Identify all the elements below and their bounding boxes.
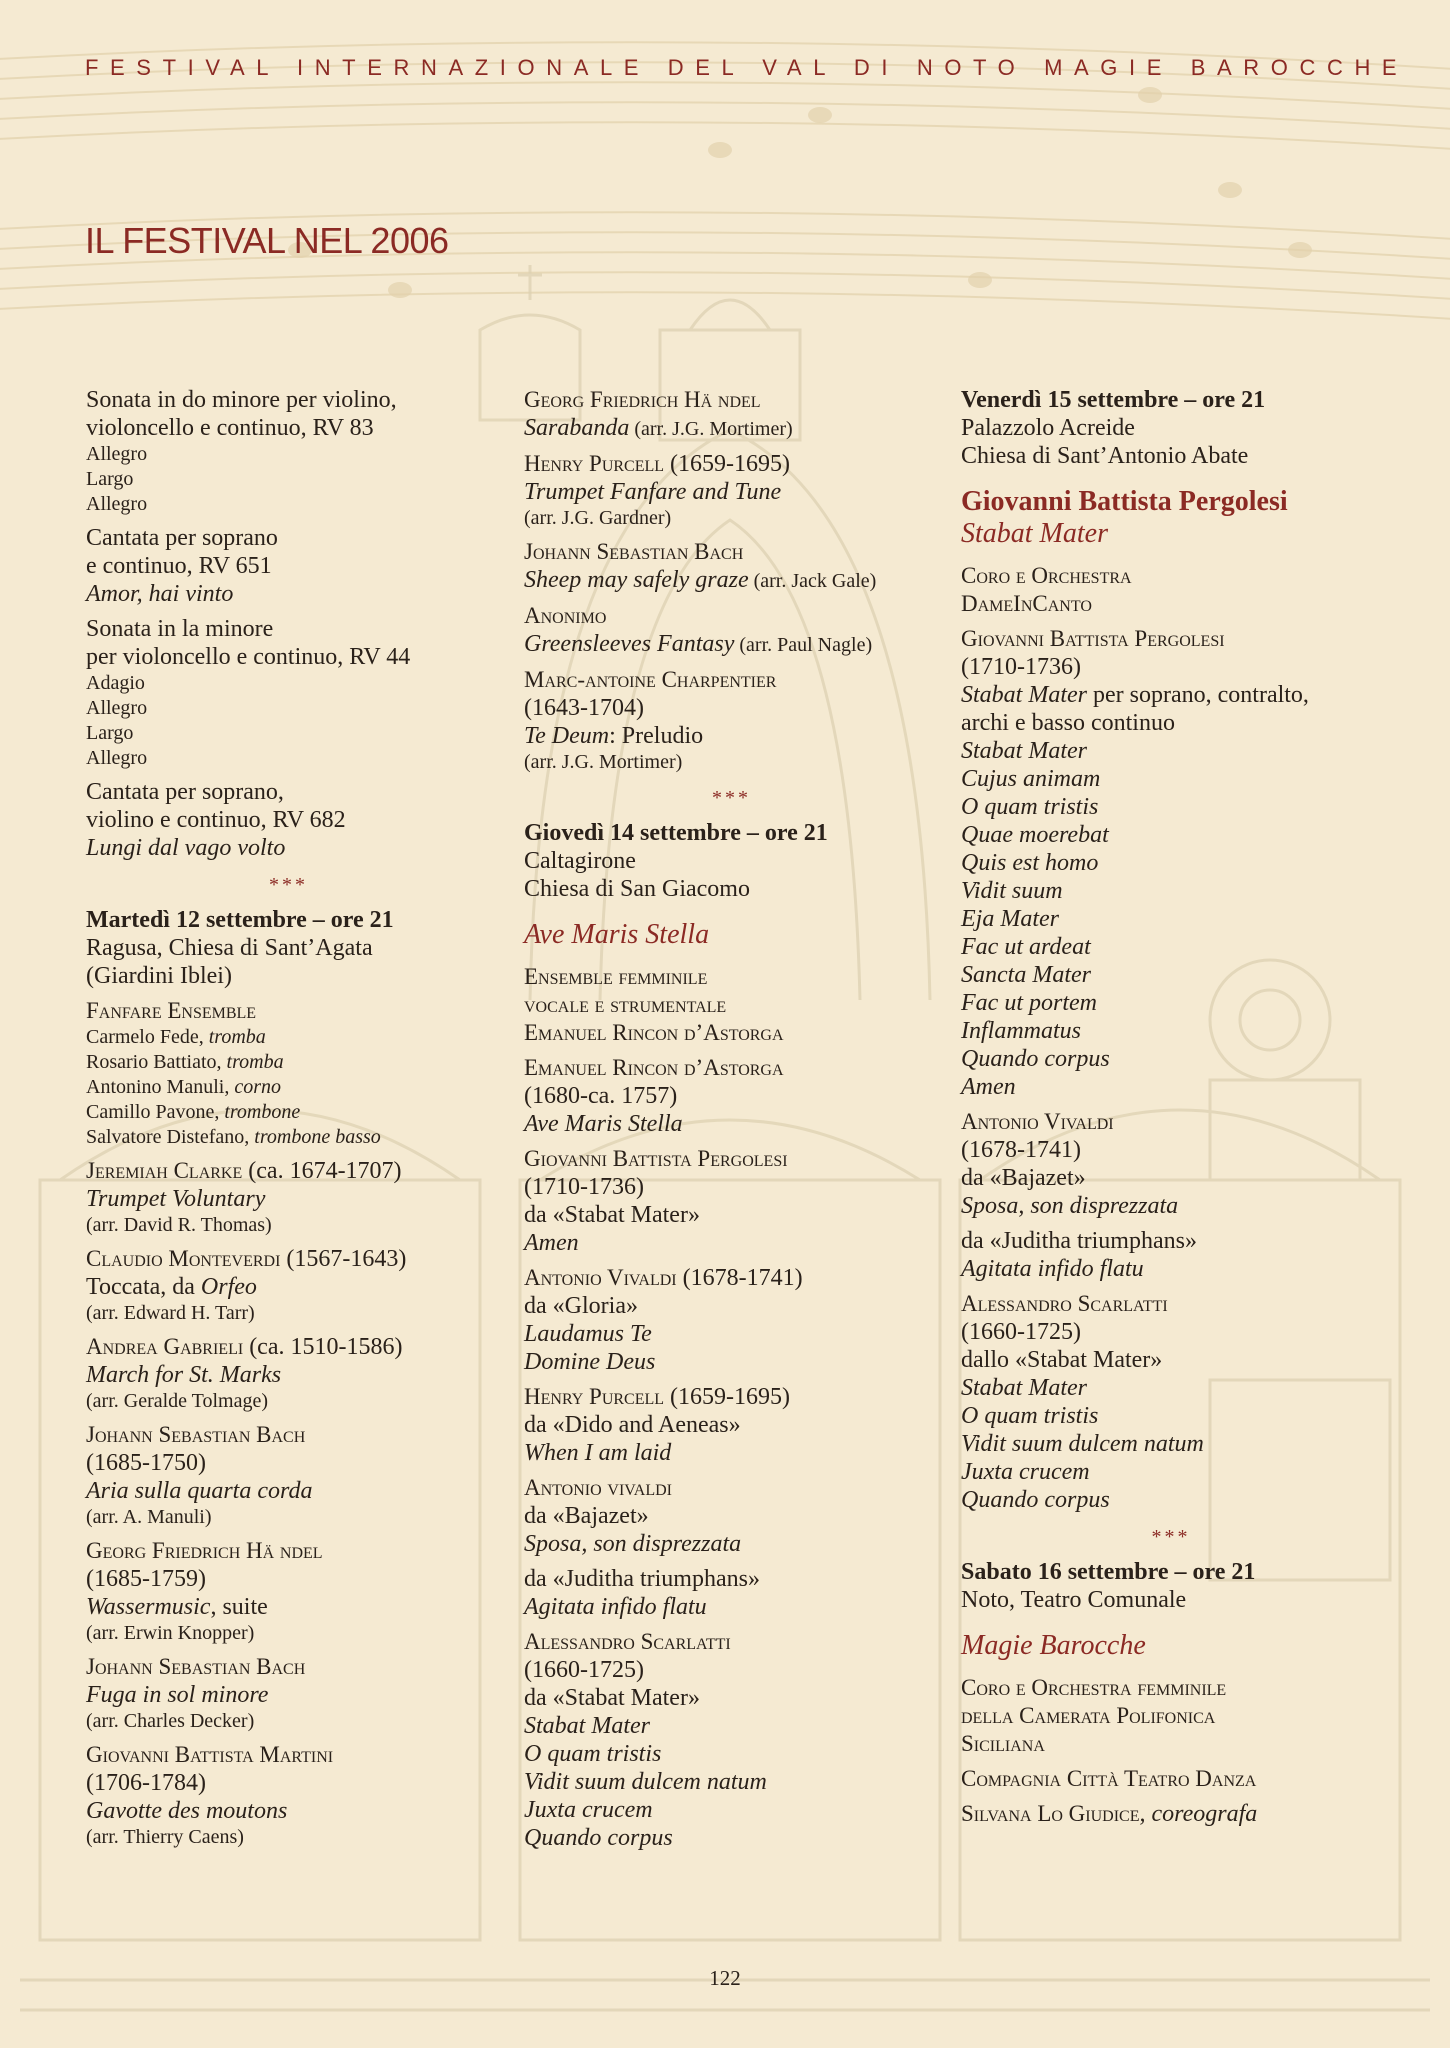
text-line: Alessandro Scarlatti (524, 1629, 731, 1654)
text-line: Giovanni Battista Martini (86, 1742, 334, 1767)
text-line: Johann Sebastian Bach (86, 1654, 306, 1679)
text-line: Allegro (86, 443, 148, 465)
text-line: violoncello e continuo, RV 83 (86, 415, 374, 441)
text-line: (arr. Geralde Tolmage) (86, 1390, 269, 1412)
program-item (961, 1227, 1381, 1283)
text-line: Vidit suum (961, 878, 1063, 904)
program-item (86, 1741, 491, 1850)
text-line: Compagnia Città Teatro Danza (961, 1766, 1257, 1791)
text-line: da «Stabat Mater» (524, 1202, 700, 1228)
text-line: da «Stabat Mater» (524, 1685, 700, 1711)
text-line: (arr. Erwin Knopper) (86, 1622, 255, 1644)
performers (961, 562, 1381, 618)
program-item (86, 1245, 491, 1326)
text-line: Ave Maris Stella (524, 919, 710, 950)
text-line: Siciliana (961, 1731, 1045, 1756)
text-line: Silvana Lo Giudice, coreografa (961, 1801, 1258, 1827)
program-item (86, 524, 491, 608)
text-line: Largo (86, 468, 134, 490)
text-line: Antonio vivaldi (524, 1475, 672, 1500)
text-line: Vidit suum dulcem natum (524, 1769, 767, 1795)
text-line: da «Bajazet» (524, 1503, 649, 1529)
text-line: (arr. Thierry Caens) (86, 1826, 244, 1848)
program-item (86, 1421, 491, 1530)
concert-header (86, 906, 491, 990)
concert-title (961, 1630, 1381, 1662)
program-item (961, 1108, 1381, 1220)
performers (524, 963, 939, 1047)
text-line: (arr. David R. Thomas) (86, 1214, 272, 1236)
concert-header (961, 1558, 1381, 1614)
program-column-2 (524, 386, 939, 1852)
program-item (86, 1157, 491, 1238)
text-line: Caltagirone (524, 848, 636, 874)
text-line: Allegro (86, 493, 148, 515)
text-line: Amen (524, 1230, 579, 1256)
concert-title (961, 486, 1381, 550)
text-line: *** (712, 787, 751, 809)
text-line: e continuo, RV 651 (86, 553, 272, 579)
concert-header (524, 819, 939, 903)
text-line: Toccata, da Orfeo (86, 1274, 257, 1300)
text-line: Sheep may safely graze (arr. Jack Gale) (524, 567, 877, 593)
text-line: (1685-1759) (86, 1566, 206, 1592)
text-line: Ensemble femminile (524, 964, 708, 989)
program-item (524, 666, 939, 775)
program-item (86, 778, 491, 862)
text-line: Fuga in sol minore (86, 1682, 269, 1708)
text-line: Marc-antoine Charpentier (524, 667, 777, 692)
text-line: Sposa, son disprezzata (961, 1193, 1179, 1219)
text-line: Agitata infido flatu (524, 1594, 707, 1620)
text-line: Stabat Mater per soprano, contralto, (961, 682, 1309, 708)
text-line: Amen (961, 1074, 1016, 1100)
text-line: Johann Sebastian Bach (524, 539, 744, 564)
text-line: Magie Barocche (961, 1630, 1146, 1661)
text-line: della Camerata Polifonica (961, 1703, 1216, 1728)
text-line: *** (269, 874, 308, 896)
text-line: Aria sulla quarta corda (86, 1478, 313, 1504)
text-line: March for St. Marks (86, 1362, 282, 1388)
text-line: (1706-1784) (86, 1770, 206, 1796)
text-line: Largo (86, 722, 134, 744)
text-line: Fac ut ardeat (961, 934, 1091, 960)
text-line: dallo «Stabat Mater» (961, 1347, 1163, 1373)
text-line: Martedì 12 settembre – ore 21 (86, 907, 394, 933)
text-line: Inflammatus (961, 1018, 1081, 1044)
text-line: Adagio (86, 672, 145, 694)
text-line: Quando corpus (524, 1825, 673, 1851)
text-line: Cujus animam (961, 766, 1101, 792)
text-line: (1710-1736) (961, 654, 1081, 680)
text-line: Salvatore Distefano, trombone basso (86, 1126, 381, 1148)
text-line: Ragusa, Chiesa di Sant’Agata (86, 935, 373, 961)
program-item (86, 1537, 491, 1646)
text-line: Georg Friedrich Hä ndel (86, 1538, 323, 1563)
text-line: (1660-1725) (961, 1319, 1081, 1345)
text-line: Henry Purcell (1659-1695) (524, 451, 791, 477)
text-line: Sonata in do minore per violino, (86, 387, 397, 413)
text-line: Quae moerebat (961, 822, 1109, 848)
text-line: Sposa, son disprezzata (524, 1531, 742, 1557)
text-line: per violoncello e continuo, RV 44 (86, 644, 411, 670)
program-item (524, 1474, 939, 1558)
program-item (961, 1800, 1381, 1828)
separator (524, 787, 939, 809)
text-line: Chiesa di San Giacomo (524, 876, 750, 902)
program-item (524, 1565, 939, 1621)
text-line: Cantata per soprano (86, 525, 278, 551)
concert-header (961, 386, 1381, 470)
text-line: Stabat Mater (961, 1375, 1087, 1401)
text-line: Quando corpus (961, 1046, 1110, 1072)
text-line: Allegro (86, 747, 148, 769)
text-line: (arr. Edward H. Tarr) (86, 1302, 255, 1324)
text-line: Vidit suum dulcem natum (961, 1431, 1204, 1457)
program-item (961, 1290, 1381, 1514)
text-line: Quando corpus (961, 1487, 1110, 1513)
separator (86, 874, 491, 896)
text-line: Coro e Orchestra (961, 563, 1132, 588)
text-line: Sancta Mater (961, 962, 1091, 988)
program-item (86, 386, 491, 517)
text-line: Antonino Manuli, corno (86, 1076, 282, 1098)
text-line: Chiesa di Sant’Antonio Abate (961, 443, 1249, 469)
text-line: Wassermusic, suite (86, 1594, 268, 1620)
text-line: Emanuel Rincon d’Astorga (524, 1055, 784, 1080)
text-line: Georg Friedrich Hä ndel (524, 387, 761, 412)
program-item (524, 1383, 939, 1467)
text-line: Sonata in la minore (86, 616, 274, 642)
text-line: Jeremiah Clarke (ca. 1674-1707) (86, 1158, 402, 1184)
text-line: (arr. Charles Decker) (86, 1710, 255, 1732)
text-line: (arr. A. Manuli) (86, 1506, 212, 1528)
text-line: When I am laid (524, 1440, 672, 1466)
text-line: Ave Maris Stella (524, 1111, 683, 1137)
text-line: Stabat Mater (961, 738, 1087, 764)
program-item (524, 1054, 939, 1138)
text-line: Emanuel Rincon d’Astorga (524, 1020, 784, 1045)
performers (86, 997, 491, 1150)
text-line: Te Deum: Preludio (524, 723, 704, 749)
text-line: Giovedì 14 settembre – ore 21 (524, 820, 828, 846)
text-line: (arr. J.G. Mortimer) (524, 751, 683, 773)
text-line: Claudio Monteverdi (1567-1643) (86, 1246, 407, 1272)
text-line: Trumpet Fanfare and Tune (524, 479, 782, 505)
performers (961, 1674, 1381, 1758)
text-line: Alessandro Scarlatti (961, 1291, 1168, 1316)
text-line: Stabat Mater (524, 1713, 650, 1739)
text-line: DameInCanto (961, 591, 1092, 616)
text-line: Trumpet Voluntary (86, 1186, 266, 1212)
text-line: (Giardini Iblei) (86, 963, 232, 989)
text-line: Quis est homo (961, 850, 1099, 876)
text-line: Noto, Teatro Comunale (961, 1587, 1187, 1613)
text-line: (1680-ca. 1757) (524, 1083, 678, 1109)
text-line: Greensleeves Fantasy (arr. Paul Nagle) (524, 631, 873, 657)
program-column-1 (86, 386, 491, 1850)
program-item (524, 602, 939, 659)
text-line: (1685-1750) (86, 1450, 206, 1476)
text-line: Andrea Gabrieli (ca. 1510-1586) (86, 1334, 403, 1360)
text-line: O quam tristis (961, 794, 1099, 820)
page-title: IL FESTIVAL NEL 2006 (85, 220, 449, 261)
program-item (524, 1145, 939, 1257)
text-line: Johann Sebastian Bach (86, 1422, 306, 1447)
text-line: da «Gloria» (524, 1293, 638, 1319)
text-line: Henry Purcell (1659-1695) (524, 1384, 791, 1410)
text-line: O quam tristis (524, 1741, 662, 1767)
text-line: Domine Deus (524, 1349, 656, 1375)
text-line: da «Juditha triumphans» (961, 1228, 1197, 1254)
text-line: (1678-1741) (961, 1137, 1081, 1163)
text-line: da «Dido and Aeneas» (524, 1412, 741, 1438)
text-line: Allegro (86, 697, 148, 719)
text-line: Sarabanda (arr. J.G. Mortimer) (524, 415, 793, 441)
text-line: (1643-1704) (524, 695, 644, 721)
text-line: Giovanni Battista Pergolesi (524, 1146, 788, 1171)
text-line: (1710-1736) (524, 1174, 644, 1200)
text-line: Gavotte des moutons (86, 1798, 288, 1824)
text-line: Laudamus Te (524, 1321, 652, 1347)
text-line: Juxta crucem (961, 1459, 1090, 1485)
text-line: Fac ut portem (961, 990, 1097, 1016)
program-item (524, 538, 939, 595)
text-line: Giovanni Battista Pergolesi (961, 486, 1288, 517)
page-number: 122 (709, 1966, 741, 1990)
text-line: da «Bajazet» (961, 1165, 1086, 1191)
text-line: Rosario Battiato, tromba (86, 1051, 284, 1073)
text-line: (arr. J.G. Gardner) (524, 507, 672, 529)
separator (961, 1526, 1381, 1548)
text-line: da «Juditha triumphans» (524, 1566, 760, 1592)
text-line: Eja Mater (961, 906, 1059, 932)
concert-title (524, 919, 939, 951)
text-line: Antonio Vivaldi (961, 1109, 1114, 1134)
text-line: Amor, hai vinto (86, 581, 234, 607)
text-line: Carmelo Fede, tromba (86, 1026, 266, 1048)
text-line: Coro e Orchestra femminile (961, 1675, 1227, 1700)
program-column-3 (961, 386, 1381, 1828)
text-line: Fanfare Ensemble (86, 998, 257, 1023)
text-line: Palazzolo Acreide (961, 415, 1135, 441)
text-line: archi e basso continuo (961, 710, 1175, 736)
text-line: Juxta crucem (524, 1797, 653, 1823)
program-item (961, 625, 1381, 1101)
text-line: Stabat Mater (961, 518, 1108, 549)
program-item (86, 1333, 491, 1414)
text-line: Antonio Vivaldi (1678-1741) (524, 1265, 803, 1291)
program-item (524, 386, 939, 443)
program-item (86, 615, 491, 771)
text-line: vocale e strumentale (524, 992, 727, 1017)
program-item (86, 1653, 491, 1734)
text-line: O quam tristis (961, 1403, 1099, 1429)
text-line: Cantata per soprano, (86, 779, 284, 805)
text-line: *** (1151, 1526, 1191, 1548)
text-line: Anonimo (524, 603, 607, 628)
text-line: Camillo Pavone, trombone (86, 1101, 301, 1123)
program-item (524, 1264, 939, 1376)
text-line: Agitata infido flatu (961, 1256, 1144, 1282)
program-item (524, 450, 939, 531)
running-title: FESTIVAL INTERNAZIONALE DEL VAL DI NOTO MAGIE BAROCCHE (85, 55, 1409, 80)
text-line: violino e continuo, RV 682 (86, 807, 346, 833)
text-line: Sabato 16 settembre – ore 21 (961, 1559, 1256, 1585)
program-item (524, 1628, 939, 1852)
text-line: Lungi dal vago volto (86, 835, 286, 861)
text-line: Giovanni Battista Pergolesi (961, 626, 1225, 651)
program-item (961, 1765, 1381, 1793)
text-line: (1660-1725) (524, 1657, 644, 1683)
text-line: Venerdì 15 settembre – ore 21 (961, 387, 1266, 413)
